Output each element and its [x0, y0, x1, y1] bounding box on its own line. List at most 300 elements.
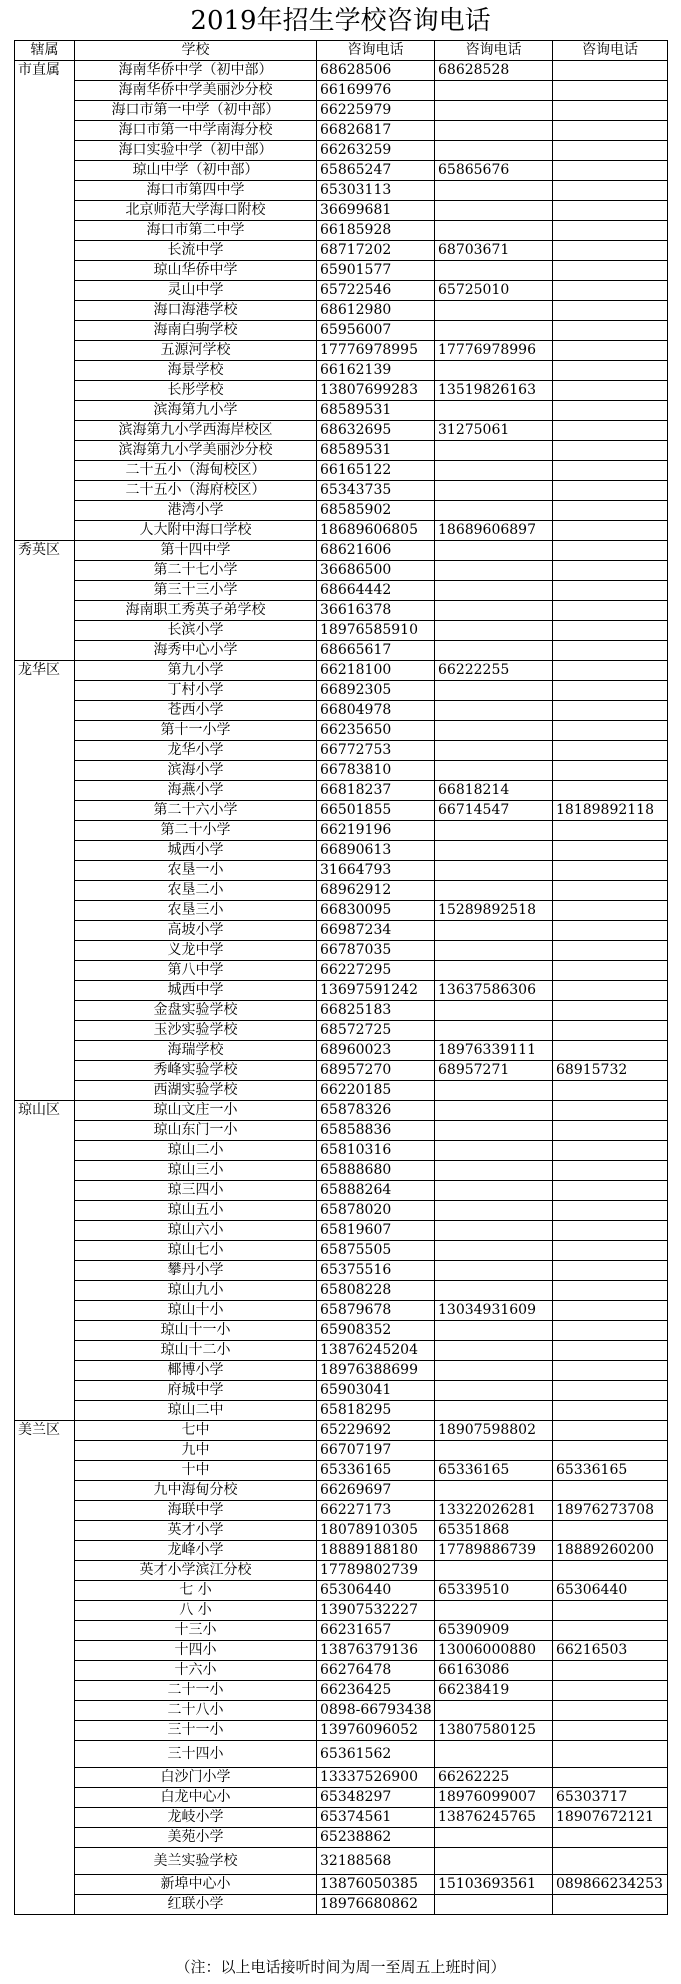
phone-2-cell: 13637586306 — [435, 981, 553, 1001]
school-cell: 十四小 — [75, 1641, 317, 1661]
phone-1-cell: 65303113 — [317, 181, 435, 201]
school-cell: 义龙中学 — [75, 941, 317, 961]
table-row — [15, 1141, 668, 1161]
phone-1-cell: 66185928 — [317, 221, 435, 241]
table-row — [15, 1501, 668, 1521]
school-cell: 海口市第二中学 — [75, 221, 317, 241]
table-row — [15, 81, 668, 101]
phone-1-cell: 13337526900 — [317, 1768, 435, 1788]
phone-2-cell — [435, 501, 553, 521]
footnote: （注：以上电话接听时间为周一至周五上班时间） — [175, 1958, 506, 1976]
phone-1-cell: 68632695 — [317, 421, 435, 441]
phone-2-cell: 65725010 — [435, 281, 553, 301]
phone-3-cell — [553, 761, 668, 781]
phone-2-cell — [435, 1401, 553, 1421]
phone-2-cell — [435, 441, 553, 461]
phone-2-cell — [435, 101, 553, 121]
school-cell: 白沙门小学 — [75, 1768, 317, 1788]
phone-3-cell — [553, 741, 668, 761]
school-cell: 琼山中学（初中部） — [75, 161, 317, 181]
table-row — [15, 1081, 668, 1101]
phone-1-cell: 68612980 — [317, 301, 435, 321]
phone-2-cell — [435, 1848, 553, 1875]
school-cell: 琼山华侨中学 — [75, 261, 317, 281]
phone-1-cell: 32188568 — [317, 1848, 435, 1875]
phone-3-cell — [553, 1848, 668, 1875]
school-cell: 海口海港学校 — [75, 301, 317, 321]
phone-2-cell — [435, 1441, 553, 1461]
phone-3-cell: 65303717 — [553, 1788, 668, 1808]
phone-1-cell: 36616378 — [317, 601, 435, 621]
school-cell: 丁村小学 — [75, 681, 317, 701]
table-row — [15, 1788, 668, 1808]
school-cell: 红联小学 — [75, 1895, 317, 1915]
table-row — [15, 1281, 668, 1301]
school-cell: 海南华侨中学（初中部） — [75, 61, 317, 81]
phone-2-cell — [435, 1161, 553, 1181]
phone-3-cell — [553, 1121, 668, 1141]
phone-3-cell — [553, 101, 668, 121]
table-row — [15, 1808, 668, 1828]
school-cell: 琼山十一小 — [75, 1321, 317, 1341]
table-row — [15, 1661, 668, 1681]
phone-2-cell — [435, 1101, 553, 1121]
table-row — [15, 1181, 668, 1201]
phone-3-cell — [553, 621, 668, 641]
phone-1-cell: 0898-66793438 — [317, 1701, 435, 1721]
table-row — [15, 441, 668, 461]
school-cell: 苍西小学 — [75, 701, 317, 721]
phone-3-cell — [553, 1321, 668, 1341]
school-cell: 九中 — [75, 1441, 317, 1461]
phone-2-cell — [435, 1121, 553, 1141]
phone-1-cell: 66231657 — [317, 1621, 435, 1641]
phone-1-cell: 65878020 — [317, 1201, 435, 1221]
phone-3-cell — [553, 321, 668, 341]
phone-2-cell: 65339510 — [435, 1581, 553, 1601]
phone-3-cell — [553, 201, 668, 221]
phone-3-cell — [553, 1201, 668, 1221]
phone-2-cell — [435, 1481, 553, 1501]
phone-2-cell — [435, 141, 553, 161]
school-cell: 八 小 — [75, 1601, 317, 1621]
phone-1-cell: 65875505 — [317, 1241, 435, 1261]
school-cell: 二十一小 — [75, 1681, 317, 1701]
table-row — [15, 241, 668, 261]
phone-2-cell — [435, 1895, 553, 1915]
district-cell: 美兰区 — [15, 1421, 75, 1915]
phone-2-cell — [435, 561, 553, 581]
phone-1-cell: 66225979 — [317, 101, 435, 121]
phone-3-cell — [553, 701, 668, 721]
table-row — [15, 861, 668, 881]
phone-2-cell — [435, 941, 553, 961]
table-row — [15, 1848, 668, 1875]
phone-1-cell: 66772753 — [317, 741, 435, 761]
phone-3-cell — [553, 1161, 668, 1181]
phone-3-cell — [553, 61, 668, 81]
table-row — [15, 541, 668, 561]
phone-3-cell — [553, 721, 668, 741]
phone-1-cell: 66804978 — [317, 701, 435, 721]
phone-3-cell — [553, 861, 668, 881]
phone-1-cell: 31664793 — [317, 861, 435, 881]
phone-3-cell — [553, 941, 668, 961]
table-row — [15, 61, 668, 81]
table-row — [15, 221, 668, 241]
phone-3-cell — [553, 401, 668, 421]
page-title: 2019年招生学校咨询电话 — [190, 6, 491, 36]
phone-1-cell: 65810316 — [317, 1141, 435, 1161]
phone-3-cell — [553, 1081, 668, 1101]
phone-2-cell — [435, 681, 553, 701]
phone-3-cell — [553, 381, 668, 401]
table-row — [15, 1721, 668, 1741]
phone-1-cell: 66276478 — [317, 1661, 435, 1681]
table-row — [15, 841, 668, 861]
phone-3-cell — [553, 481, 668, 501]
phone-1-cell: 18689606805 — [317, 521, 435, 541]
table-row — [15, 161, 668, 181]
phone-3-cell — [553, 281, 668, 301]
phone-1-cell: 65722546 — [317, 281, 435, 301]
phone-3-cell — [553, 1621, 668, 1641]
phone-3-cell — [553, 181, 668, 201]
phone-3-cell — [553, 161, 668, 181]
phone-2-cell — [435, 1341, 553, 1361]
phone-3-cell — [553, 441, 668, 461]
table-row — [15, 421, 668, 441]
phone-1-cell: 65375516 — [317, 1261, 435, 1281]
phone-3-cell — [553, 541, 668, 561]
table-row — [15, 901, 668, 921]
table-row — [15, 261, 668, 281]
phone-2-cell — [435, 541, 553, 561]
phone-3-cell — [553, 141, 668, 161]
phone-3-cell — [553, 1481, 668, 1501]
table-row — [15, 1121, 668, 1141]
phone-2-cell — [435, 401, 553, 421]
school-cell: 第九小学 — [75, 661, 317, 681]
phone-3-cell — [553, 1181, 668, 1201]
school-cell: 五源河学校 — [75, 341, 317, 361]
phone-1-cell: 66783810 — [317, 761, 435, 781]
phone-2-cell: 13519826163 — [435, 381, 553, 401]
phone-2-cell — [435, 1261, 553, 1281]
school-cell: 长彤学校 — [75, 381, 317, 401]
school-cell: 港湾小学 — [75, 501, 317, 521]
school-cell: 琼山十二小 — [75, 1341, 317, 1361]
school-cell: 第二十小学 — [75, 821, 317, 841]
phone-2-cell — [435, 701, 553, 721]
phone-1-cell: 65865247 — [317, 161, 435, 181]
school-cell: 滨海第九小学西海岸校区 — [75, 421, 317, 441]
table-row — [15, 1301, 668, 1321]
phone-1-cell: 66892305 — [317, 681, 435, 701]
phone-2-cell — [435, 121, 553, 141]
table-row — [15, 601, 668, 621]
table-row — [15, 1201, 668, 1221]
table-row — [15, 761, 668, 781]
phone-1-cell: 68962912 — [317, 881, 435, 901]
phone-1-cell: 66219196 — [317, 821, 435, 841]
school-cell: 海南白驹学校 — [75, 321, 317, 341]
phone-1-cell: 13876050385 — [317, 1875, 435, 1895]
school-cell: 琼山十小 — [75, 1301, 317, 1321]
school-cell: 海南职工秀英子弟学校 — [75, 601, 317, 621]
table-row — [15, 481, 668, 501]
phone-2-cell: 15103693561 — [435, 1875, 553, 1895]
table-row — [15, 1321, 668, 1341]
table-row — [15, 1241, 668, 1261]
phone-2-cell — [435, 1828, 553, 1848]
phone-1-cell: 68589531 — [317, 401, 435, 421]
phone-3-cell — [553, 1521, 668, 1541]
phone-2-cell: 68703671 — [435, 241, 553, 261]
phone-3-cell — [553, 1141, 668, 1161]
school-cell: 城西中学 — [75, 981, 317, 1001]
phone-2-cell — [435, 721, 553, 741]
phone-1-cell: 65808228 — [317, 1281, 435, 1301]
table-row — [15, 801, 668, 821]
school-cell: 龙华小学 — [75, 741, 317, 761]
table-row — [15, 1161, 668, 1181]
school-cell: 玉沙实验学校 — [75, 1021, 317, 1041]
phone-2-cell — [435, 921, 553, 941]
school-cell: 海燕小学 — [75, 781, 317, 801]
school-cell: 农垦二小 — [75, 881, 317, 901]
school-cell: 琼山二中 — [75, 1401, 317, 1421]
phone-1-cell: 66826817 — [317, 121, 435, 141]
district-cell: 龙华区 — [15, 661, 75, 1101]
table-row — [15, 381, 668, 401]
phone-2-cell — [435, 1201, 553, 1221]
school-cell: 西湖实验学校 — [75, 1081, 317, 1101]
phone-3-cell — [553, 1681, 668, 1701]
header-phone-1: 咨询电话 — [317, 41, 435, 61]
phone-3-cell — [553, 681, 668, 701]
phone-3-cell — [553, 1301, 668, 1321]
school-cell: 海口市第一中学南海分校 — [75, 121, 317, 141]
school-cell: 英才小学滨江分校 — [75, 1561, 317, 1581]
phone-1-cell: 66787035 — [317, 941, 435, 961]
phone-1-cell: 66162139 — [317, 361, 435, 381]
phone-1-cell: 66169976 — [317, 81, 435, 101]
phone-3-cell — [553, 601, 668, 621]
phone-1-cell: 66501855 — [317, 801, 435, 821]
phone-2-cell — [435, 1561, 553, 1581]
table-row — [15, 1481, 668, 1501]
school-cell: 农垦三小 — [75, 901, 317, 921]
school-cell: 第八中学 — [75, 961, 317, 981]
phone-3-cell — [553, 841, 668, 861]
phone-3-cell — [553, 1361, 668, 1381]
table-row — [15, 641, 668, 661]
table-row — [15, 1521, 668, 1541]
phone-2-cell — [435, 601, 553, 621]
table-row — [15, 921, 668, 941]
phone-2-cell — [435, 301, 553, 321]
phone-3-cell: 089866234253 — [553, 1875, 668, 1895]
table-row — [15, 1875, 668, 1895]
phone-1-cell: 66987234 — [317, 921, 435, 941]
school-cell: 海南华侨中学美丽沙分校 — [75, 81, 317, 101]
header-school: 学校 — [75, 41, 317, 61]
school-cell: 琼山九小 — [75, 1281, 317, 1301]
table-row — [15, 1261, 668, 1281]
table-row — [15, 781, 668, 801]
phone-2-cell — [435, 961, 553, 981]
phone-2-cell — [435, 321, 553, 341]
phone-3-cell — [553, 361, 668, 381]
table-row — [15, 1601, 668, 1621]
school-cell: 海口实验中学（初中部） — [75, 141, 317, 161]
table-row — [15, 1341, 668, 1361]
phone-1-cell: 68585902 — [317, 501, 435, 521]
phone-1-cell: 68957270 — [317, 1061, 435, 1081]
phone-3-cell: 18976273708 — [553, 1501, 668, 1521]
phone-3-cell — [553, 461, 668, 481]
phone-3-cell — [553, 1381, 668, 1401]
school-cell: 海联中学 — [75, 1501, 317, 1521]
table-row — [15, 141, 668, 161]
phone-1-cell: 68665617 — [317, 641, 435, 661]
phone-1-cell: 66825183 — [317, 1001, 435, 1021]
phone-3-cell — [553, 81, 668, 101]
table-row — [15, 321, 668, 341]
district-cell: 秀英区 — [15, 541, 75, 661]
phone-1-cell: 66818237 — [317, 781, 435, 801]
school-cell: 琼山五小 — [75, 1201, 317, 1221]
phone-1-cell: 13807699283 — [317, 381, 435, 401]
phone-3-cell — [553, 1401, 668, 1421]
school-cell: 秀峰实验学校 — [75, 1061, 317, 1081]
phone-2-cell: 13006000880 — [435, 1641, 553, 1661]
phone-3-cell: 18189892118 — [553, 801, 668, 821]
phone-1-cell: 18976585910 — [317, 621, 435, 641]
phone-3-cell — [553, 1421, 668, 1441]
phone-3-cell — [553, 581, 668, 601]
phone-3-cell — [553, 241, 668, 261]
phone-2-cell — [435, 881, 553, 901]
phone-1-cell: 68572725 — [317, 1021, 435, 1041]
phone-3-cell — [553, 521, 668, 541]
phone-2-cell — [435, 181, 553, 201]
phone-1-cell: 68717202 — [317, 241, 435, 261]
phone-2-cell — [435, 1361, 553, 1381]
school-cell: 龙峰小学 — [75, 1541, 317, 1561]
school-cell: 攀丹小学 — [75, 1261, 317, 1281]
school-cell: 龙岐小学 — [75, 1808, 317, 1828]
phone-2-cell: 66714547 — [435, 801, 553, 821]
school-cell: 北京师范大学海口附校 — [75, 201, 317, 221]
school-cell: 人大附中海口学校 — [75, 521, 317, 541]
table-row — [15, 1621, 668, 1641]
school-cell: 滨海第九小学美丽沙分校 — [75, 441, 317, 461]
table-row — [15, 821, 668, 841]
phone-2-cell: 13876245765 — [435, 1808, 553, 1828]
school-cell: 海秀中心小学 — [75, 641, 317, 661]
table-row — [15, 1895, 668, 1915]
phone-1-cell: 65888680 — [317, 1161, 435, 1181]
phone-2-cell: 65865676 — [435, 161, 553, 181]
phone-1-cell: 36699681 — [317, 201, 435, 221]
phone-3-cell — [553, 1041, 668, 1061]
phone-1-cell: 65238862 — [317, 1828, 435, 1848]
school-cell: 琼山三小 — [75, 1161, 317, 1181]
phone-1-cell: 66263259 — [317, 141, 435, 161]
phone-1-cell: 65343735 — [317, 481, 435, 501]
phone-2-cell: 13322026281 — [435, 1501, 553, 1521]
phone-1-cell: 65361562 — [317, 1741, 435, 1768]
phone-1-cell: 18889188180 — [317, 1541, 435, 1561]
phone-2-cell: 17789886739 — [435, 1541, 553, 1561]
phone-3-cell — [553, 781, 668, 801]
phone-3-cell — [553, 221, 668, 241]
table-row — [15, 1381, 668, 1401]
school-cell: 海景学校 — [75, 361, 317, 381]
phone-2-cell: 13807580125 — [435, 1721, 553, 1741]
phone-1-cell: 17789802739 — [317, 1561, 435, 1581]
school-cell: 府城中学 — [75, 1381, 317, 1401]
phone-3-cell — [553, 661, 668, 681]
phone-3-cell: 18889260200 — [553, 1541, 668, 1561]
school-cell: 琼三四小 — [75, 1181, 317, 1201]
table-row — [15, 1361, 668, 1381]
phone-1-cell: 66707197 — [317, 1441, 435, 1461]
phone-2-cell: 66222255 — [435, 661, 553, 681]
table-row — [15, 1041, 668, 1061]
phone-3-cell — [553, 421, 668, 441]
table-row — [15, 201, 668, 221]
table-row — [15, 1768, 668, 1788]
phone-3-cell — [553, 1221, 668, 1241]
phone-2-cell — [435, 1021, 553, 1041]
phone-1-cell: 65878326 — [317, 1101, 435, 1121]
phone-1-cell: 66269697 — [317, 1481, 435, 1501]
phone-2-cell — [435, 481, 553, 501]
table-row — [15, 1541, 668, 1561]
school-cell: 三十一小 — [75, 1721, 317, 1741]
phone-1-cell: 65908352 — [317, 1321, 435, 1341]
school-cell: 七 小 — [75, 1581, 317, 1601]
phone-2-cell — [435, 1221, 553, 1241]
table-row — [15, 961, 668, 981]
school-cell: 十中 — [75, 1461, 317, 1481]
phone-1-cell: 68960023 — [317, 1041, 435, 1061]
phone-2-cell — [435, 201, 553, 221]
phone-3-cell — [553, 261, 668, 281]
phone-2-cell: 65336165 — [435, 1461, 553, 1481]
phone-3-cell — [553, 1241, 668, 1261]
school-cell: 滨海第九小学 — [75, 401, 317, 421]
school-cell: 二十五小（海甸校区） — [75, 461, 317, 481]
phone-3-cell — [553, 1601, 668, 1621]
school-cell: 高坡小学 — [75, 921, 317, 941]
phone-2-cell — [435, 1241, 553, 1261]
phone-3-cell — [553, 961, 668, 981]
school-cell: 二十五小（海府校区） — [75, 481, 317, 501]
phone-2-cell — [435, 621, 553, 641]
phone-1-cell: 66236425 — [317, 1681, 435, 1701]
phone-3-cell: 65336165 — [553, 1461, 668, 1481]
table-row — [15, 461, 668, 481]
phone-3-cell — [553, 301, 668, 321]
phone-2-cell — [435, 1141, 553, 1161]
school-cell: 长滨小学 — [75, 621, 317, 641]
phone-3-cell — [553, 821, 668, 841]
table-row — [15, 1221, 668, 1241]
